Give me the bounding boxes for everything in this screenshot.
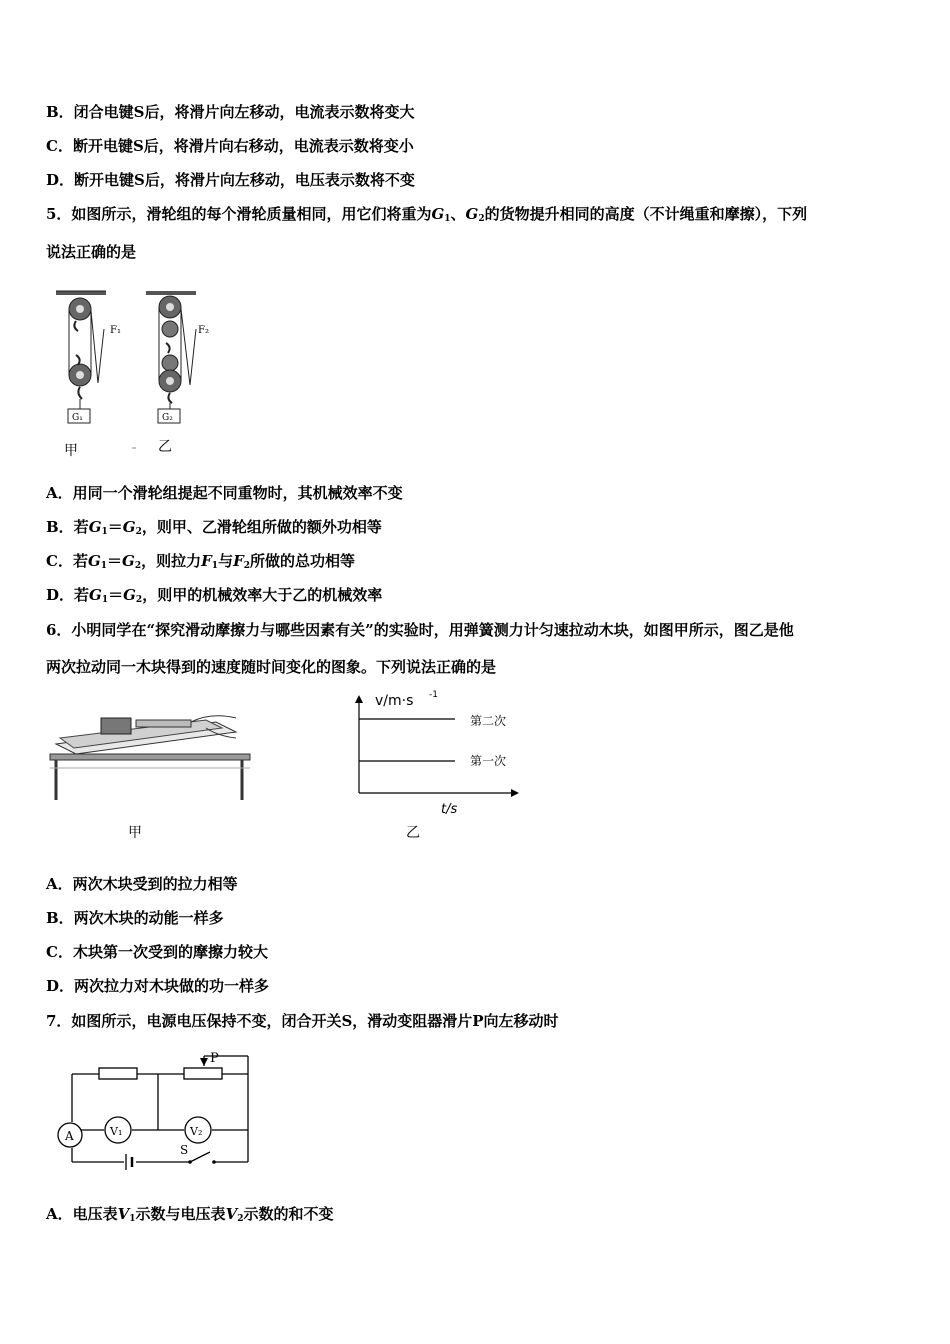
q6-stem-line1: 6．小明同学在“探究滑动摩擦力与哪些因素有关”的实验时，用弹簧测力计匀速拉动木块，如图甲所示，图乙是他	[46, 621, 794, 639]
q5-option-c: C．若$G_1=G_2$，则拉力$F_1$与$F_2$所做的总功相等	[46, 552, 356, 571]
q7-option-a: A．电压表$V_1$示数与电压表$V_2$示数的和不变	[46, 1205, 334, 1224]
q6-option-d: D．两次拉力对木块做的功一样多	[46, 977, 270, 995]
graph-y-sup: -1	[429, 690, 438, 700]
vt-graph	[345, 685, 535, 825]
q6-option-a: A．两次木块受到的拉力相等	[46, 875, 238, 893]
q6-option-c: C．木块第一次受到的摩擦力较大	[46, 943, 268, 961]
pulley-f2-label: F₂	[198, 325, 209, 336]
q4-option-b: B．闭合电键S后，将滑片向左移动，电流表示数将变大	[46, 103, 415, 121]
circuit-v1-label: V₁	[110, 1125, 123, 1138]
circuit-figure	[54, 1048, 259, 1173]
q6-stem-line2: 两次拉动同一木块得到的速度随时间变化的图象。下列说法正确的是	[46, 658, 497, 676]
circuit-a-label: A	[65, 1129, 74, 1143]
graph-label-first: 第一次	[470, 754, 507, 768]
graph-label-second: 第二次	[470, 714, 507, 728]
pulley-figure	[46, 285, 236, 465]
x-axis-arrow-icon	[511, 789, 519, 797]
q4-option-c: C．断开电键S后，将滑片向右移动，电流表示数将变小	[46, 137, 414, 155]
pulley-f1-label: F₁	[110, 325, 121, 336]
y-axis-arrow-icon	[355, 695, 363, 703]
q5-option-d: D．若$G_1=G_2$，则甲的机械效率大于乙的机械效率	[46, 586, 383, 605]
circuit-s-label: S	[180, 1143, 189, 1157]
table-figure	[46, 708, 256, 808]
pulley-g1-label: G₁	[72, 413, 83, 423]
graph-x-label: t/s	[441, 802, 458, 817]
q5-option-a: A．用同一个滑轮组提起不同重物时，其机械效率不变	[46, 484, 403, 502]
q4-option-d: D．断开电键S后，将滑片向左移动，电压表示数将不变	[46, 171, 415, 189]
table-label-jia: 甲	[128, 825, 142, 841]
graph-label-yi: 乙	[406, 825, 420, 841]
q5-stem-line1: 5．如图所示，滑轮组的每个滑轮质量相同，用它们将重为$G_1$、$G_2$的货物提升相同的高度（不计绳重和摩擦），下列	[46, 205, 808, 224]
q5-stem-line2: 说法正确的是	[46, 243, 137, 261]
slider-arrow-icon	[200, 1058, 208, 1066]
graph-y-label: v/m·s	[375, 693, 414, 709]
pulley-g2-label: G₂	[162, 413, 173, 423]
pulley-label-jia: 甲	[64, 443, 78, 459]
pulley-label-yi: 乙	[158, 439, 172, 455]
circuit-v2-label: V₂	[190, 1125, 203, 1138]
q6-option-b: B．两次木块的动能一样多	[46, 909, 224, 927]
circuit-p-label: P	[210, 1051, 219, 1066]
q7-stem: 7．如图所示，电源电压保持不变，闭合开关S，滑动变阻器滑片P向左移动时	[46, 1012, 559, 1030]
q5-option-b: B．若$G_1=G_2$，则甲、乙滑轮组所做的额外功相等	[46, 518, 382, 537]
